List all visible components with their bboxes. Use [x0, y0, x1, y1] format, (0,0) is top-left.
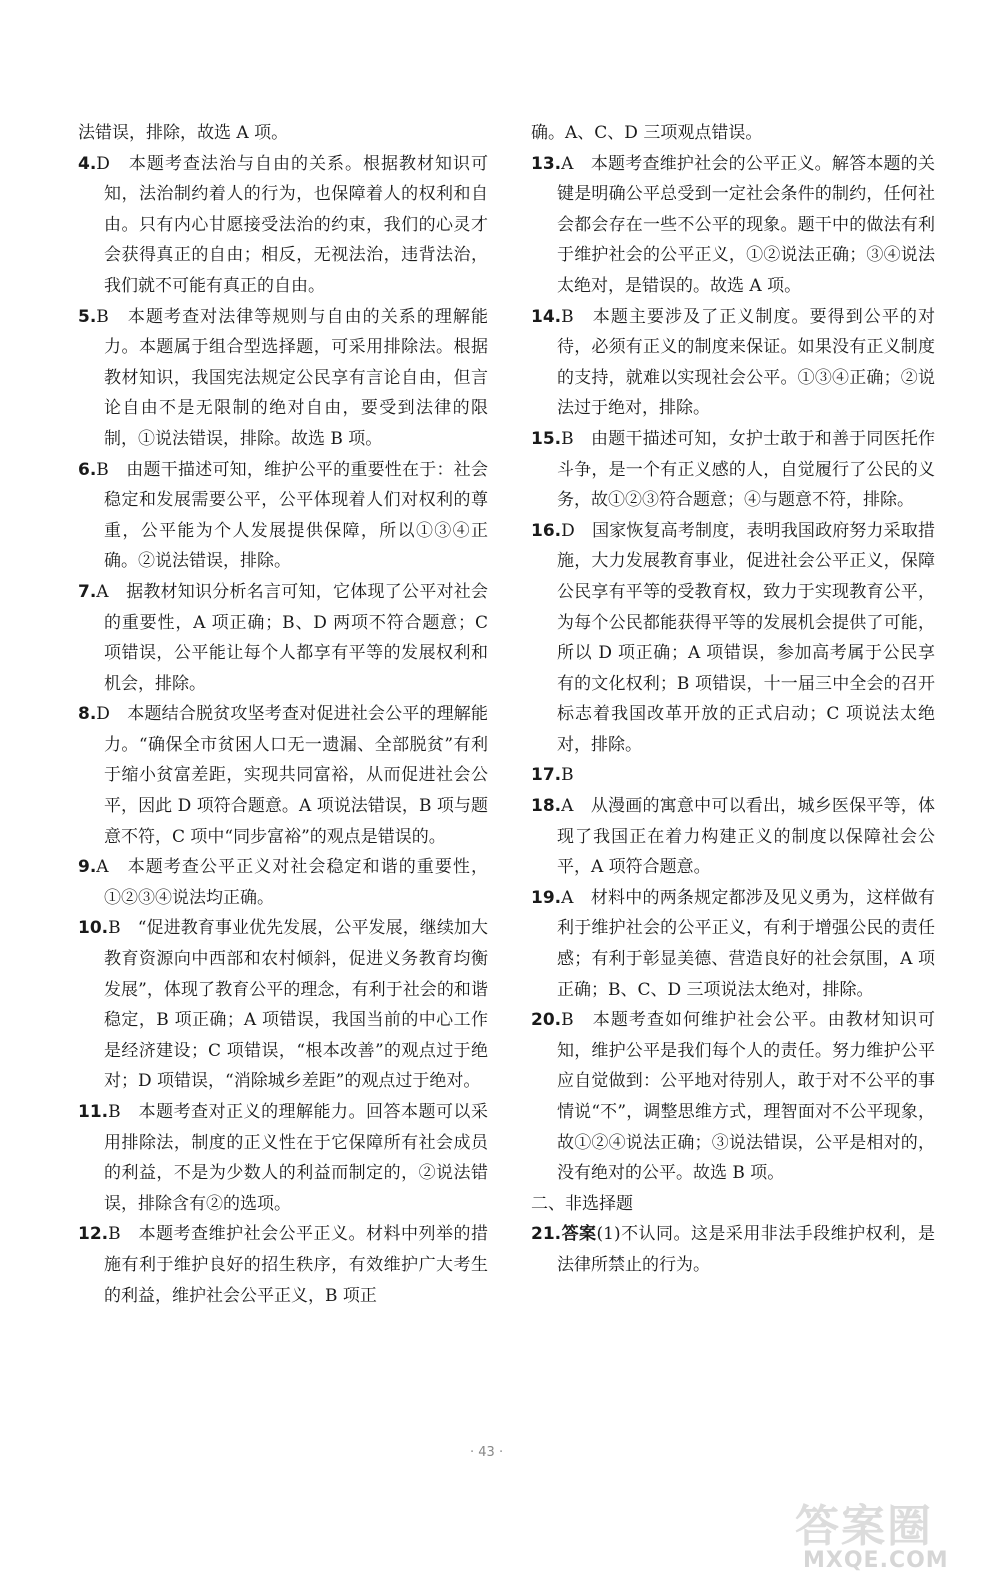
item-text: A 本题考查维护社会的公平正义。解答本题的关键是明确公平总受到一定社会条件的制约，任何社会都会存在一些不公平的现象。题干中的做法有利于维护社会的公平正义，①②说法正确；③④说法太绝对，是错误的。故选 A 项。 — [557, 153, 935, 296]
answer-item — [531, 424, 935, 516]
answer-item — [78, 118, 488, 149]
item-number: 10. — [78, 918, 109, 939]
item-text: B 由题干描述可知，女护士敢于和善于同医托作斗争，是一个有正义感的人，自觉履行了公民的义务，故①②③符合题意；④与题意不符，排除。 — [557, 428, 935, 511]
right-column — [531, 118, 935, 1281]
item-text: B — [561, 765, 574, 786]
item-number: 9. — [78, 857, 97, 878]
item-text: B “促进教育事业优先发展，公平发展，继续加大教育资源向中西部和农村倾斜，促进义务教育均衡发展”，体现了教育公平的理念，有利于社会的和谐稳定，B 项正确；A 项错误，我国当前的中心工作是经济建设；C 项错误，“根本改善”的观点过于绝对；D 项错误，“消除城乡差距”的观点过于绝对。 — [104, 918, 488, 1092]
item-text: (1)不认同。这是采用非法手段维护权利，是法律所禁止的行为。 — [557, 1224, 935, 1275]
item-number: 11. — [78, 1102, 109, 1122]
item-text: D 本题考查法治与自由的关系。根据教材知识可知，法治制约着人的行为，也保障着人的权利和自由。只有内心甘愿接受法治的约束，我们的心灵才会获得真正的自由；相反，无视法治，违背法治，我们就不可能有真正的自由。 — [96, 153, 488, 296]
item-number: 12. — [78, 1224, 109, 1245]
answer-item-21 — [531, 1219, 935, 1280]
answer-label: 答案 — [561, 1224, 597, 1245]
item-text: D 国家恢复高考制度，表明我国政府努力采取措施，大力发展教育事业，促进社会公平正义，保障公民享有平等的受教育权，致力于实现教育公平，为每个公民都能获得平等的发展机会提供了可能，所以 D 项正确；A 项错误，参加高考属于公民享有的文化权利；B 项错误，十一届三中全会的召开标志着我国改革开放的正式启动；C 项说法太绝对，排除。 — [557, 520, 935, 755]
item-text: B 本题考查维护社会公平正义。材料中列举的措施有利于维护良好的招生秩序，有效维护广大考生的利益，维护社会公平正义，B 项正 — [104, 1224, 488, 1306]
item-text: A 材料中的两条规定都涉及见义勇为，这样做有利于维护社会的公平正义，有利于增强公民的责任感；有利于彰显美德、营造良好的社会氛围，A 项正确；B、C、D 三项说法太绝对，排除。 — [557, 887, 935, 1000]
answer-item — [531, 302, 935, 424]
item-number: 18. — [531, 796, 562, 817]
answer-item — [531, 791, 935, 883]
answer-item — [78, 149, 488, 302]
page-number: · 43 · — [470, 1445, 504, 1460]
item-number: 8. — [78, 704, 97, 725]
item-number: 7. — [78, 581, 97, 602]
item-text: B 本题主要涉及了正义制度。要得到公平的对待，必须有正义的制度来保证。如果没有正义制度的支持，就难以实现社会公平。①③④正确；②说法过于绝对，排除。 — [557, 306, 935, 419]
section-title: 二、非选择题 — [531, 1193, 633, 1214]
answer-item — [78, 455, 488, 577]
item-text: D 本题结合脱贫攻坚考查对促进社会公平的理解能力。“确保全市贫困人口无一遗漏、全部脱贫”有利于缩小贫富差距，实现共同富裕，从而促进社会公平，因此 D 项符合题意。A 项说法错误，B 项与题意不符，C 项中“同步富裕”的观点是错误的。 — [96, 704, 488, 847]
item-number: 14. — [531, 306, 562, 327]
item-text: A 本题考查公平正义对社会稳定和谐的重要性，①②③④说法均正确。 — [96, 857, 488, 908]
item-number: 15. — [531, 428, 562, 449]
item-text: B 本题考查如何维护社会公平。由教材知识可知，维护公平是我们每个人的责任。努力维护公平应自觉做到：公平地对待别人，敢于对不公平的事情说“不”，调整思维方式，理智面对不公平现象，故①②④说法正确；③说法错误，公平是相对的，没有绝对的公平。故选 B 项。 — [557, 1010, 935, 1184]
item-number: 13. — [531, 153, 562, 174]
item-text: B 由题干描述可知，维护公平的重要性在于：社会稳定和发展需要公平，公平体现着人们对权利的尊重，公平能为个人发展提供保障，所以①③④正确。②说法错误，排除。 — [96, 459, 488, 572]
answer-item — [78, 852, 488, 913]
answer-item — [531, 760, 935, 791]
answer-item — [78, 302, 488, 455]
item-text: A 从漫画的寓意中可以看出，城乡医保平等，体现了我国正在着力构建正义的制度以保障社会公平，A 项符合题意。 — [557, 796, 935, 878]
answer-item — [531, 149, 935, 302]
watermark-logo — [795, 1490, 975, 1580]
item-text: B 本题考查对法律等规则与自由的关系的理解能力。本题属于组合型选择题，可采用排除法。根据教材知识，我国宪法规定公民享有言论自由，但言论自由不是无限制的绝对自由，要受到法律的限制，①说法错误，排除。故选 B 项。 — [96, 306, 488, 449]
answer-item — [531, 516, 935, 761]
answer-item — [531, 118, 935, 149]
item-number: 20. — [531, 1010, 562, 1031]
answer-item — [78, 913, 488, 1097]
item-number: 17. — [531, 765, 562, 786]
answer-item — [78, 699, 488, 852]
answer-item — [78, 1219, 488, 1311]
item-text: 确。A、C、D 三项观点错误。 — [531, 123, 763, 143]
item-number: 21. — [531, 1224, 562, 1245]
item-text: A 据教材知识分析名言可知，它体现了公平对社会的重要性，A 项正确；B、D 两项不符合题意；C 项错误，公平能让每个人都享有平等的发展权利和机会，排除。 — [96, 581, 488, 694]
item-number: 16. — [531, 520, 562, 541]
answer-item — [531, 1005, 935, 1189]
item-text: 法错误，排除，故选 A 项。 — [78, 123, 289, 143]
answer-item — [531, 883, 935, 1005]
item-number: 6. — [78, 459, 97, 480]
watermark-url: MXQE.COM — [803, 1548, 949, 1573]
item-number: 5. — [78, 306, 97, 327]
watermark-text: 答案圈 — [795, 1501, 933, 1552]
answer-item — [78, 1097, 488, 1219]
left-column — [78, 118, 488, 1311]
item-number: 19. — [531, 887, 562, 908]
item-text: B 本题考查对正义的理解能力。回答本题可以采用排除法，制度的正义性在于它保障所有社会成员的利益，不是为少数人的利益而制定的，②说法错误，排除含有②的选项。 — [104, 1102, 488, 1214]
answer-item — [78, 577, 488, 699]
item-number: 4. — [78, 153, 97, 174]
